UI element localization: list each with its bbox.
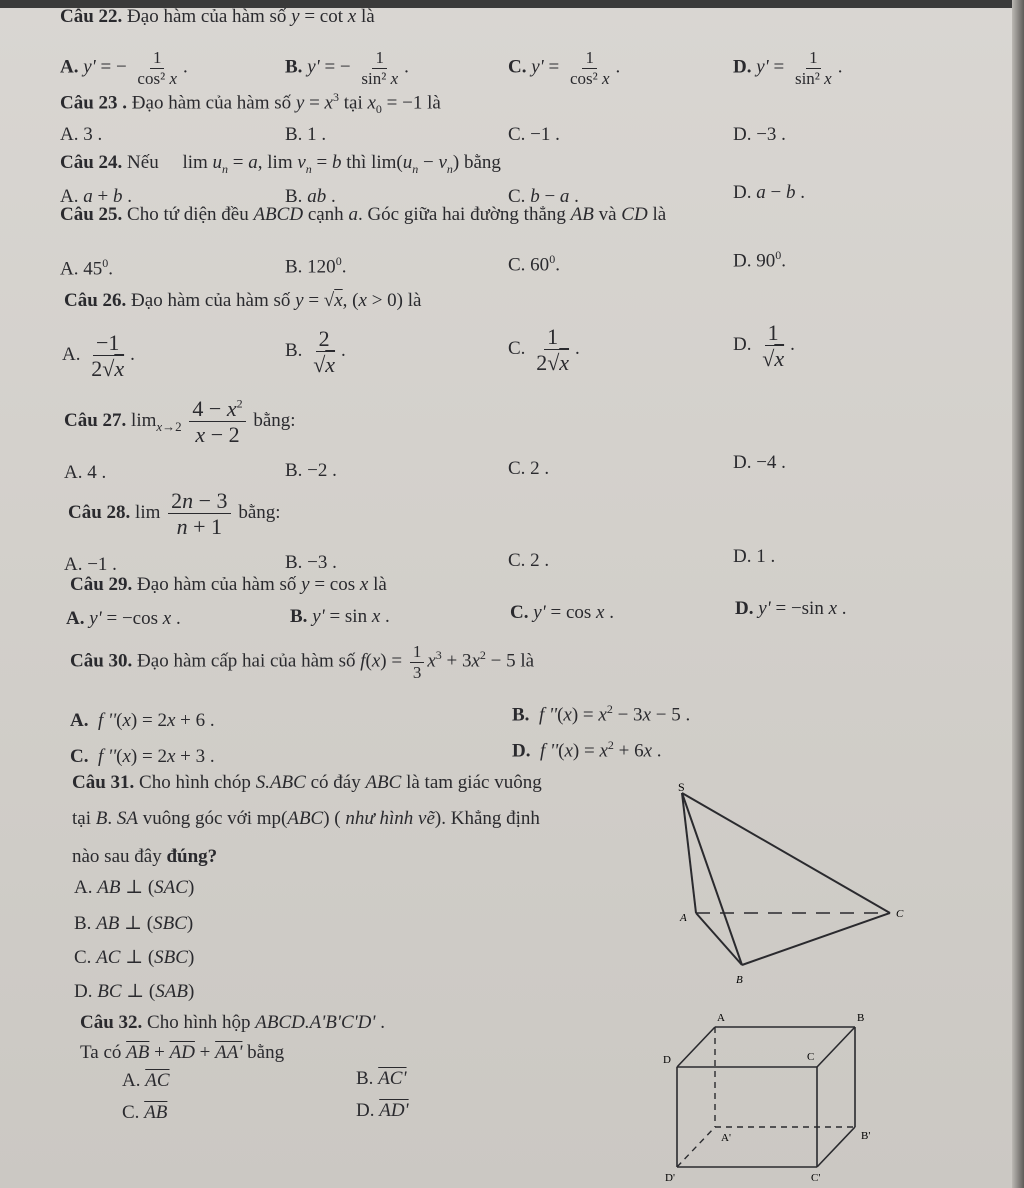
q28-option-d: D. 1 . xyxy=(733,546,776,567)
question-29-stem: Câu 29. Đạo hàm của hàm số y = cos x là xyxy=(70,574,387,595)
q25-option-d: D. $90^0$. xyxy=(733,248,786,272)
q24-option-c: C. b − a . xyxy=(508,186,579,207)
q29-option-a: A. y' = −cos x . xyxy=(66,608,181,629)
q31-option-c: C. AC ⊥ (SBC) xyxy=(74,947,195,968)
label-d-bottom: D' xyxy=(665,1172,675,1184)
q24-option-d: D. a − b . xyxy=(733,182,805,203)
question-32-stem-line2: Ta có $\overline{AB} + \overline{AD} + AA'$ bằng xyxy=(80,1042,285,1063)
question-24-stem: Câu 24. Nếu $\lim u_n = a$, $\lim v_n = b$ thì $\lim(u_n - v_n)$ bằng xyxy=(60,152,501,176)
q29-option-d: D. y' = −sin x . xyxy=(735,598,847,619)
question-31-stem-line1: Câu 31. Cho hình chóp S.ABC có đáy ABC là tam giác vuông xyxy=(72,772,542,793)
q25-option-a: A. $45^0$. xyxy=(60,256,113,280)
question-27-stem: Câu 27. $\lim_{x\to 2}$ $\frac{4 - x^2}{x - 2}$ bằng: xyxy=(64,396,296,448)
question-25-stem: Câu 25. Cho tứ diện đều ABCD cạnh a. Góc giữa hai đường thẳng AB và CD là xyxy=(60,204,667,225)
q26-option-a: A. $\frac{-1}{2√x}$ . xyxy=(62,330,135,382)
q22-option-b: B. y' = − $\frac{1}{\text{sin² x}}$ . xyxy=(285,48,409,88)
question-23-stem: Câu 23 . Đạo hàm của hàm số $y = x^3$ tại $x_0 = -1$ là xyxy=(60,90,441,117)
q23-option-a: A. 3 . xyxy=(60,124,103,145)
q32-option-c: C. $\overline{AB}$ xyxy=(122,1102,168,1123)
q27-option-d: D. −4 . xyxy=(733,452,786,473)
question-28-stem: Câu 28. lim $\frac{2n - 3}{n + 1}$ bằng: xyxy=(68,488,281,540)
photo-right-border xyxy=(1012,0,1024,1188)
q22-option-a: A. y' = − $\frac{1}{\text{cos² x}}$ . xyxy=(60,48,188,88)
question-31-stem-line3: nào sau đây đúng? xyxy=(72,846,218,867)
q30-option-c: C. f ''(x) = 2x + 3 . xyxy=(70,746,215,767)
label-b: B xyxy=(736,974,743,986)
question-30-stem: Câu 30. Đạo hàm cấp hai của hàm số f(x) = $\frac{1}{3}$ $x^3 + 3x^2 - 5$ là xyxy=(70,642,535,682)
question-26-stem: Câu 26. Đạo hàm của hàm số y = √x, (x > 0) là xyxy=(64,290,422,311)
q27-option-c: C. 2 . xyxy=(508,458,550,479)
label-s: S xyxy=(678,780,685,794)
q26-option-c: C. $\frac{1}{2√x}$ . xyxy=(508,324,580,376)
label-b-bottom: B' xyxy=(861,1130,871,1142)
q31-option-d: D. BC ⊥ (SAB) xyxy=(74,981,195,1002)
question-22-stem: Câu 22. Đạo hàm của hàm số y = cot x là xyxy=(60,6,375,27)
q29-option-c: C. y' = cos x . xyxy=(510,602,614,623)
label-a-bottom: A' xyxy=(721,1132,731,1144)
q24-option-a: A. a + b . xyxy=(60,186,132,207)
box-figure xyxy=(655,1005,895,1185)
q28-option-a: A. −1 . xyxy=(64,554,117,575)
q30-option-d: D. f ''$(x) = x^2 + 6x$ . xyxy=(512,738,662,762)
q27-option-b: B. −2 . xyxy=(285,460,337,481)
label-c-bottom: C' xyxy=(811,1172,821,1184)
q22-option-d: D. y' = $\frac{1}{\text{sin² x}}$ . xyxy=(733,48,843,88)
q26-option-b: B. $\frac{2}{√x}$ . xyxy=(285,326,346,378)
q25-option-c: C. $60^0$. xyxy=(508,252,560,276)
q32-option-a: A. $\overline{AC}$ xyxy=(122,1070,170,1091)
label-c-top: C xyxy=(807,1051,815,1063)
q29-option-b: B. y' = sin x . xyxy=(290,606,390,627)
q23-option-d: D. −3 . xyxy=(733,124,786,145)
label-c: C xyxy=(896,908,904,920)
q22-option-c: C. y' = $\frac{1}{\text{cos² x}}$ . xyxy=(508,48,621,88)
q28-option-c: C. 2 . xyxy=(508,550,550,571)
q23-option-b: B. 1 . xyxy=(285,124,327,145)
label-b-top: B xyxy=(857,1012,865,1024)
q28-option-b: B. −3 . xyxy=(285,552,337,573)
q32-option-d: D. AD' xyxy=(356,1100,409,1121)
q26-option-d: D. $\frac{1}{√x}$ . xyxy=(733,320,795,372)
label-a-top: A xyxy=(717,1012,725,1024)
q27-option-a: A. 4 . xyxy=(64,462,107,483)
pyramid-figure xyxy=(660,775,920,995)
q31-option-b: B. AB ⊥ (SBC) xyxy=(74,913,194,934)
q23-option-c: C. −1 . xyxy=(508,124,560,145)
q24-option-b: B. ab . xyxy=(285,186,336,207)
label-a: A xyxy=(680,912,687,924)
label-d-top: D xyxy=(663,1054,671,1066)
q25-option-b: B. $120^0$. xyxy=(285,254,347,278)
question-31-stem-line2: tại B. SA vuông góc với mp(ABC) ( như hình vẽ). Khẳng định xyxy=(72,808,540,829)
q32-option-b: B. AC' xyxy=(356,1068,407,1089)
q30-option-b: B. f ''$(x) = x^2 - 3x - 5$ . xyxy=(512,702,691,726)
question-32-stem-line1: Câu 32. Cho hình hộp ABCD.A'B'C'D' . xyxy=(80,1012,385,1033)
q31-option-a: A. AB ⊥ (SAC) xyxy=(74,877,195,898)
q30-option-a: A. f ''(x) = 2x + 6 . xyxy=(70,710,215,731)
